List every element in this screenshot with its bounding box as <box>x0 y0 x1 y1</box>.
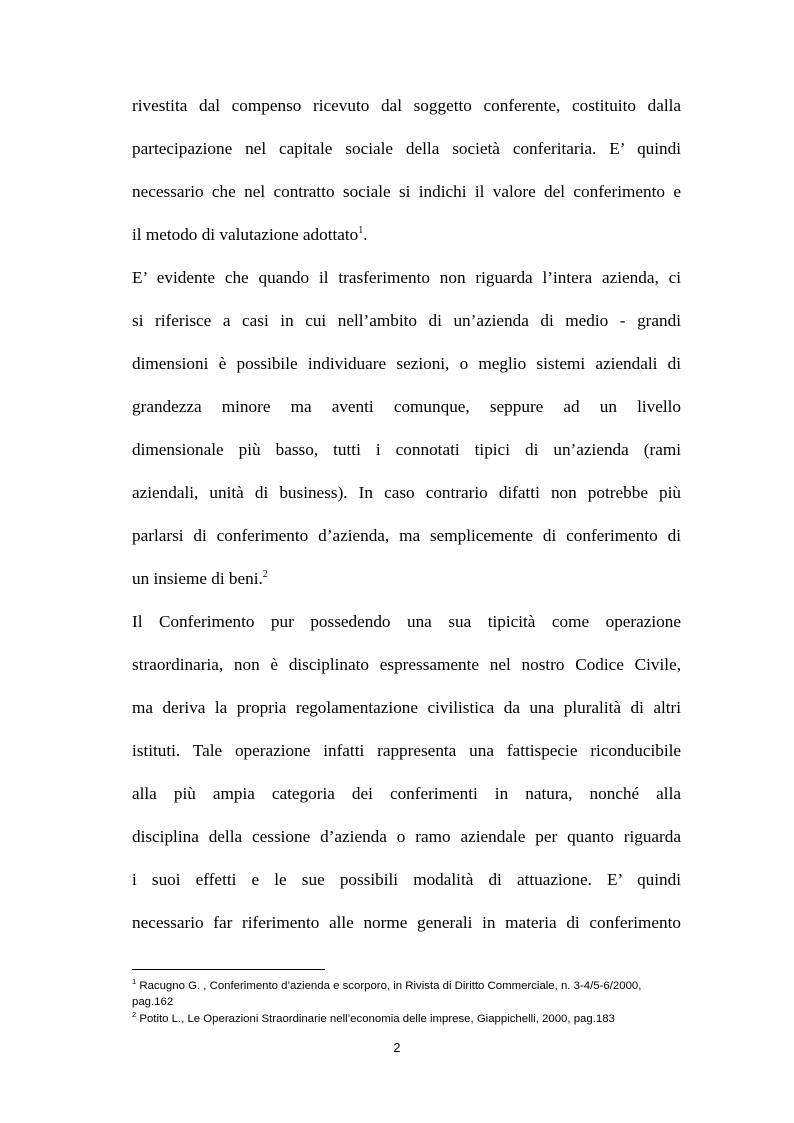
body-line: si riferisce a casi in cui nell’ambito di un’azienda di medio - grandi <box>132 311 681 330</box>
body-line: partecipazione nel capitale sociale della società conferitaria. E’ quindi <box>132 139 681 158</box>
body-line: i suoi effetti e le sue possibili modalità di attuazione. E’ quindi <box>132 870 681 889</box>
body-line: ma deriva la propria regolamentazione civilistica da una pluralità di altri <box>132 698 681 717</box>
footnote-text: Racugno G. , Conferimento d’azienda e scorporo, in Rivista di Diritto Commerciale, n. 3-4/5-6/2000, <box>139 980 642 992</box>
footnote-2 <box>132 1011 684 1027</box>
body-line-text: un insieme di beni. <box>132 569 263 588</box>
body-line: istituti. Tale operazione infatti rappresenta una fattispecie riconducibile <box>132 741 681 760</box>
footnote-1-continuation: pag.162 <box>132 996 174 1008</box>
body-line-text: il metodo di valutazione adottato <box>132 225 359 244</box>
footnote-1 <box>132 978 684 994</box>
page-number: 2 <box>393 1041 401 1055</box>
body-line: parlarsi di conferimento d’azienda, ma semplicemente di conferimento di <box>132 526 681 545</box>
body-line: alla più ampia categoria dei conferimenti in natura, nonché alla <box>132 784 681 803</box>
body-line <box>132 222 681 248</box>
body-line: Il Conferimento pur possedendo una sua tipicità come operazione <box>132 612 681 631</box>
footnote-separator <box>132 969 325 970</box>
body-line: dimensioni è possibile individuare sezioni, o meglio sistemi aziendali di <box>132 354 681 373</box>
footnote-reference: 1 <box>358 225 364 236</box>
body-line: disciplina della cessione d’azienda o ramo aziendale per quanto riguarda <box>132 827 681 846</box>
body-line: necessario far riferimento alle norme generali in materia di conferimento <box>132 913 681 932</box>
body-line <box>132 566 681 592</box>
body-line: E’ evidente che quando il trasferimento non riguarda l’intera azienda, ci <box>132 268 681 287</box>
sentence-period: . <box>363 225 368 244</box>
body-line: straordinaria, non è disciplinato espressamente nel nostro Codice Civile, <box>132 655 681 674</box>
body-line: grandezza minore ma aventi comunque, seppure ad un livello <box>132 397 681 416</box>
body-line: necessario che nel contratto sociale si indichi il valore del conferimento e <box>132 182 681 201</box>
footnote-reference: 2 <box>262 569 268 580</box>
footnote-text: Potito L., Le Operazioni Straordinarie nell’economia delle imprese, Giappichelli, 2000, pag.183 <box>139 1013 615 1025</box>
footnote-number: 1 <box>132 977 137 986</box>
body-line: aziendali, unità di business). In caso contrario difatti non potrebbe più <box>132 483 681 502</box>
body-line: rivestita dal compenso ricevuto dal soggetto conferente, costituito dalla <box>132 96 681 115</box>
footnote-number: 2 <box>132 1010 137 1019</box>
body-line: dimensionale più basso, tutti i connotati tipici di un’azienda (rami <box>132 440 681 459</box>
